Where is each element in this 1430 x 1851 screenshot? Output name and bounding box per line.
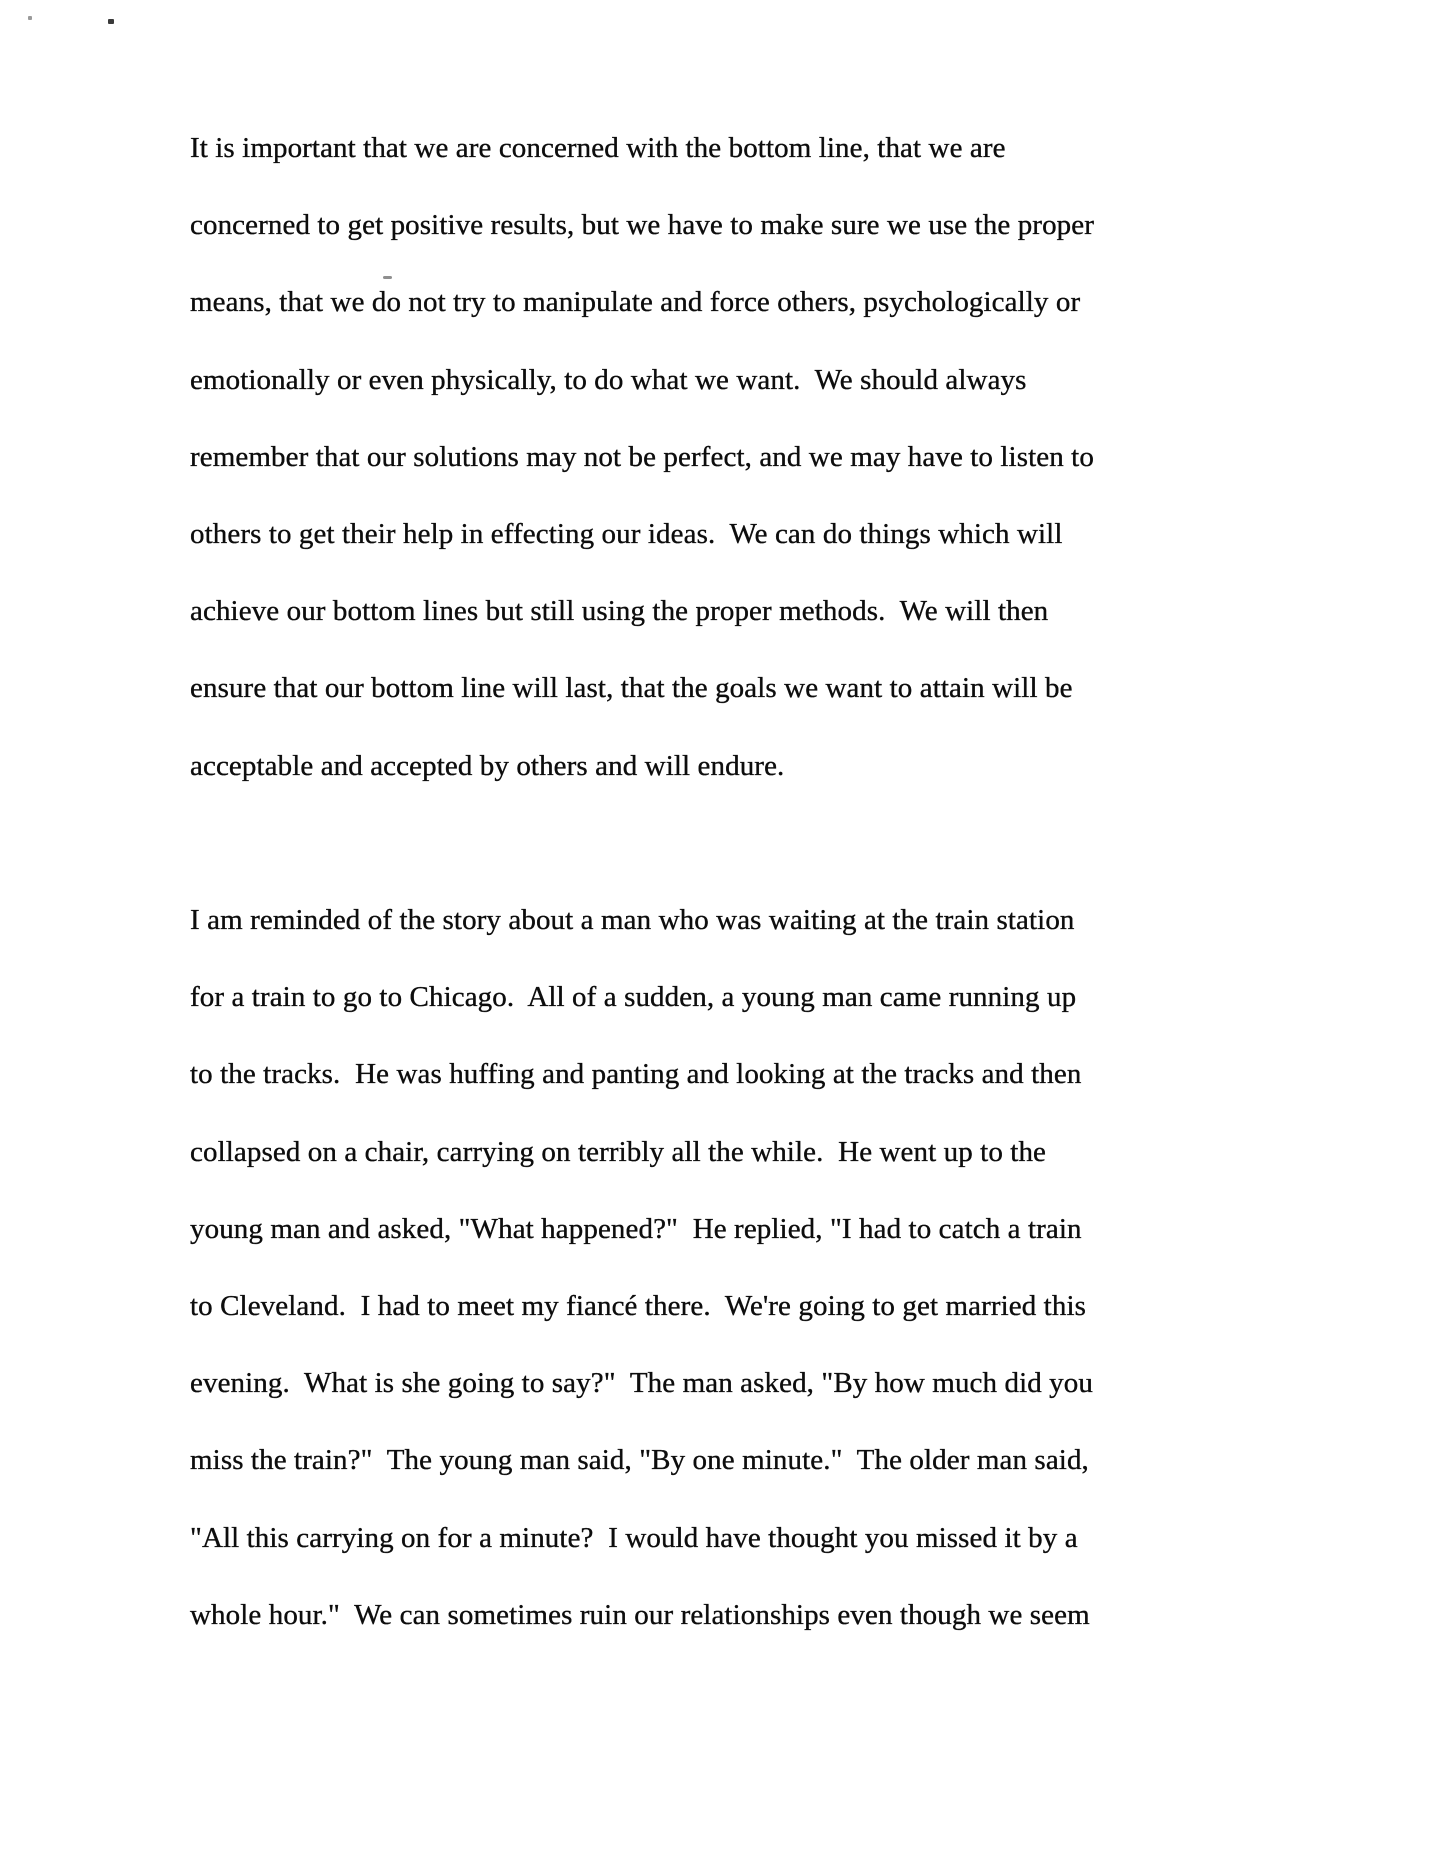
text-line: others to get their help in effecting our ideas. We can do things which will: [190, 518, 1063, 551]
text-line: means, that we do not try to manipulate and force others, psychologically or: [190, 286, 1081, 319]
text-line: miss the train?" The young man said, "By one minute." The older man said,: [190, 1444, 1089, 1477]
text-line: achieve our bottom lines but still using the proper methods. We will then: [190, 595, 1049, 628]
text-line: "All this carrying on for a minute? I would have thought you missed it by a: [190, 1521, 1078, 1554]
text-line: to Cleveland. I had to meet my fiancé there. We're going to get married this: [190, 1290, 1086, 1323]
text-line: whole hour." We can sometimes ruin our relationships even though we seem: [190, 1598, 1090, 1631]
text-line: evening. What is she going to say?" The man asked, "By how much did you: [190, 1367, 1093, 1400]
text-line: acceptable and accepted by others and will endure.: [190, 749, 785, 782]
scan-speck: [108, 19, 114, 24]
text-line: I am reminded of the story about a man who was waiting at the train station: [190, 904, 1075, 936]
text-line: to the tracks. He was huffing and panting and looking at the tracks and then: [190, 1058, 1082, 1091]
scan-speck: [28, 16, 32, 20]
text-line: collapsed on a chair, carrying on terribly all the while. He went up to the: [190, 1135, 1047, 1168]
text-line: emotionally or even physically, to do what we want. We should always: [190, 363, 1027, 396]
paragraph-train-story: [190, 882, 1290, 1654]
text-line: concerned to get positive results, but we have to make sure we use the proper: [190, 209, 1094, 242]
text-line: for a train to go to Chicago. All of a sudden, a young man came running up: [190, 981, 1077, 1014]
paragraph-bottom-line: [190, 110, 1290, 805]
text-line: young man and asked, "What happened?" He replied, "I had to catch a train: [190, 1212, 1082, 1245]
text-line: ensure that our bottom line will last, that the goals we want to attain will be: [190, 672, 1073, 705]
text-line: remember that our solutions may not be perfect, and we may have to listen to: [190, 440, 1094, 473]
text-line: It is important that we are concerned with the bottom line, that we are: [190, 132, 1006, 164]
